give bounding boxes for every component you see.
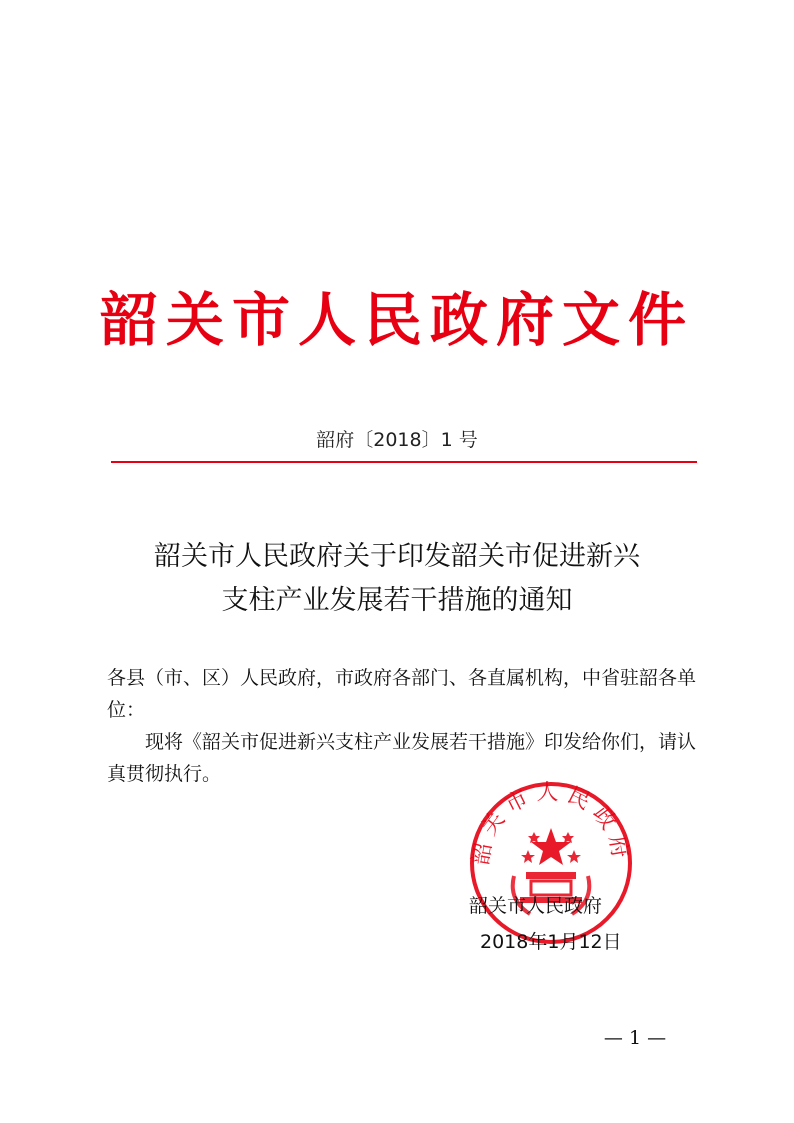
page-number: — 1 —: [603, 1027, 667, 1049]
title-line-1: 韶关市人民政府关于印发韶关市促进新兴: [154, 541, 640, 572]
document-title: [0, 535, 794, 623]
seal-star-icon: [531, 828, 571, 865]
official-seal-icon: [468, 780, 634, 946]
document-number: 韶府〔2018〕1 号: [316, 429, 478, 451]
signer-name: 韶关市人民政府: [469, 895, 603, 917]
seal-text: 韶关市人民政府: [468, 780, 634, 867]
recipients-paragraph: 各县（市、区）人民政府，市政府各部门、各直属机构，中省驻韶各单位：: [107, 667, 697, 721]
body-paragraph: 现将《韶关市促进新兴支柱产业发展若干措施》印发给你们，请认真贯彻执行。: [107, 731, 697, 785]
signature-date: 2018年1月12日: [480, 931, 622, 953]
document-body: [107, 662, 699, 790]
title-line-2: 支柱产业发展若干措施的通知: [221, 585, 573, 616]
document-masthead: 韶关市人民政府文件: [99, 286, 694, 354]
red-divider-line: [111, 461, 697, 463]
